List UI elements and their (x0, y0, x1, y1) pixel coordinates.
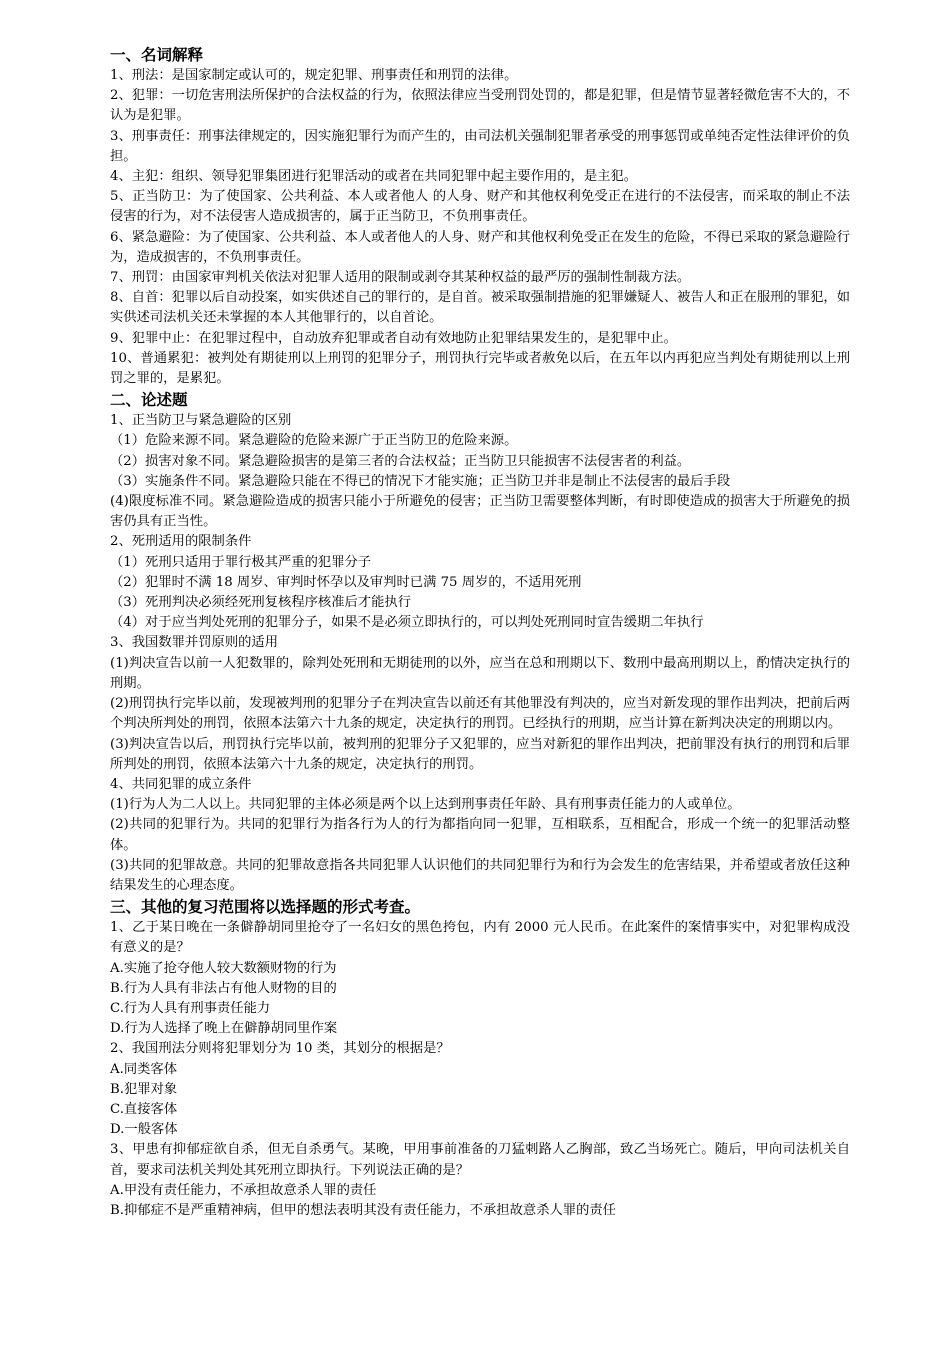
definition-item: 3、刑事责任：刑事法律规定的，因实施犯罪行为而产生的，由司法机关强制犯罪者承受的刑事惩罚或单纯否定性法律评价的负担。 (110, 128, 850, 164)
essay-heading: 3、我国数罪并罚原则的适用 (110, 635, 279, 651)
section-title: 二、论述题 (110, 391, 188, 410)
answer-option: B.犯罪对象 (110, 1081, 178, 1097)
essay-point: (2)刑罚执行完毕以前，发现被判刑的犯罪分子在判决宣告以前还有其他罪没有判决的，应当对新发现的罪作出判决，把前后两个判决所判处的刑罚，依照本法第六十九条的规定，决定执行的刑罚。已经执行的刑期，应当计算在新判决决定的刑期以内。 (110, 696, 850, 732)
essay-point: （4）对于应当判处死刑的犯罪分子，如果不是必须立即执行的，可以判处死刑同时宣告缓期二年执行 (110, 615, 704, 631)
section-definitions (110, 44, 850, 389)
answer-option: C.直接客体 (110, 1101, 178, 1117)
answer-option: A.实施了抢夺他人较大数额财物的行为 (110, 960, 337, 976)
section-essays (110, 389, 850, 896)
definition-item: 4、主犯：组织、领导犯罪集团进行犯罪活动的或者在共同犯罪中起主要作用的，是主犯。 (110, 169, 638, 185)
section-title: 三、其他的复习范围将以选择题的形式考查。 (110, 898, 421, 917)
essay-heading: 1、正当防卫与紧急避险的区别 (110, 413, 292, 429)
answer-option: A.同类客体 (110, 1061, 178, 1077)
essay-point: (4)限度标准不同。紧急避险造成的损害只能小于所避免的侵害；正当防卫需要整体判断，有时即使造成的损害大于所避免的损害仍具有正当性。 (110, 494, 850, 530)
essay-point: (1)行为人为二人以上。共同犯罪的主体必须是两个以上达到刑事责任年龄、具有刑事责任能力的人或单位。 (110, 797, 741, 813)
essay-point: (2)共同的犯罪行为。共同的犯罪行为指各行为人的行为都指向同一犯罪，互相联系，互相配合，形成一个统一的犯罪活动整体。 (110, 817, 850, 853)
answer-option: B.抑郁症不是严重精神病，但甲的想法表明其没有责任能力，不承担故意杀人罪的责任 (110, 1202, 616, 1218)
essay-heading: 2、死刑适用的限制条件 (110, 534, 252, 550)
essay-point: (3)共同的犯罪故意。共同的犯罪故意指各共同犯罪人认识他们的共同犯罪行为和行为会发生的危害结果，并希望或者放任这种结果发生的心理态度。 (110, 857, 850, 893)
essay-point: （1）危险来源不同。紧急避险的危险来源广于正当防卫的危险来源。 (110, 433, 518, 449)
definition-item: 9、犯罪中止：在犯罪过程中，自动放弃犯罪或者自动有效地防止犯罪结果发生的，是犯罪中止。 (110, 330, 677, 346)
answer-option: C.行为人具有刑事责任能力 (110, 1000, 271, 1016)
section-title: 一、名词解释 (110, 46, 204, 64)
definition-item: 5、正当防卫：为了使国家、公共利益、本人或者他人 的人身、财产和其他权利免受正在进行的不法侵害，而采取的制止不法侵害的行为，对不法侵害人造成损害的，属于正当防卫，不负刑事责任。 (110, 189, 850, 225)
section-multiple-choice (110, 896, 850, 1221)
definition-item: 2、犯罪：一切危害刑法所保护的合法权益的行为，依照法律应当受刑罚处罚的，都是犯罪，但是情节显著轻微危害不大的，不认为是犯罪。 (110, 88, 850, 124)
answer-option: D.行为人选择了晚上在僻静胡同里作案 (110, 1021, 338, 1037)
answer-option: A.甲没有责任能力，不承担故意杀人罪的责任 (110, 1182, 377, 1198)
question-text: 3、甲患有抑郁症欲自杀，但无自杀勇气。某晚，甲用事前准备的刀猛刺路人乙胸部，致乙当场死亡。随后，甲向司法机关自首，要求司法机关判处其死刑立即执行。下列说法正确的是？ (110, 1142, 850, 1178)
definition-item: 1、刑法：是国家制定或认可的，规定犯罪、刑事责任和刑罚的法律。 (110, 68, 518, 83)
definition-item: 6、紧急避险：为了使国家、公共利益、本人或者他人的人身、财产和其他权利免受正在发生的危险，不得已采取的紧急避险行为，造成损害的，不负刑事责任。 (110, 229, 850, 265)
definition-item: 8、自首：犯罪以后自动投案，如实供述自己的罪行的，是自首。被采取强制措施的犯罪嫌疑人、被告人和正在服刑的罪犯，如实供述司法机关还未掌握的本人其他罪行的，以自首论。 (110, 290, 850, 326)
essay-point: （2）损害对象不同。紧急避险损害的是第三者的合法权益；正当防卫只能损害不法侵害者的利益。 (110, 453, 691, 469)
essay-point: （3）死刑判决必须经死刑复核程序核准后才能执行 (110, 595, 411, 611)
essay-point: （1）死刑只适用于罪行极其严重的犯罪分子 (110, 554, 372, 570)
answer-option: B.行为人具有非法占有他人财物的目的 (110, 980, 337, 996)
essay-point: （2）犯罪时不满 18 周岁、审判时怀孕以及审判时已满 75 周岁的，不适用死刑 (110, 574, 582, 590)
essay-point: （3）实施条件不同。紧急避险只能在不得已的情况下才能实施；正当防卫并非是制止不法侵害的最后手段 (110, 473, 731, 489)
essay-heading: 4、共同犯罪的成立条件 (110, 776, 252, 792)
essay-point: (1)判决宣告以前一人犯数罪的，除判处死刑和无期徒刑的以外，应当在总和刑期以下、数刑中最高刑期以上，酌情决定执行的刑期。 (110, 655, 850, 691)
definition-item: 10、普通累犯：被判处有期徒刑以上刑罚的犯罪分子，刑罚执行完毕或者赦免以后，在五年以内再犯应当判处有期徒刑以上刑罚之罪的，是累犯。 (110, 350, 850, 387)
definition-item: 7、刑罚：由国家审判机关依法对犯罪人适用的限制或剥夺其某种权益的最严厉的强制性制裁方法。 (110, 270, 691, 286)
essay-point: (3)判决宣告以后，刑罚执行完毕以前，被判刑的犯罪分子又犯罪的，应当对新犯的罪作出判决，把前罪没有执行的刑罚和后罪所判处的刑罚，依照本法第六十九条的规定，决定执行的刑罚。 (110, 736, 850, 772)
question-text: 2、我国刑法分则将犯罪划分为 10 类，其划分的根据是？ (110, 1041, 450, 1057)
question-text: 1、乙于某日晚在一条僻静胡同里抢夺了一名妇女的黑色挎包，内有 2000 元人民币。在此案件的案情事实中，对犯罪构成没有意义的是？ (110, 920, 850, 956)
answer-option: D.一般客体 (110, 1122, 178, 1138)
